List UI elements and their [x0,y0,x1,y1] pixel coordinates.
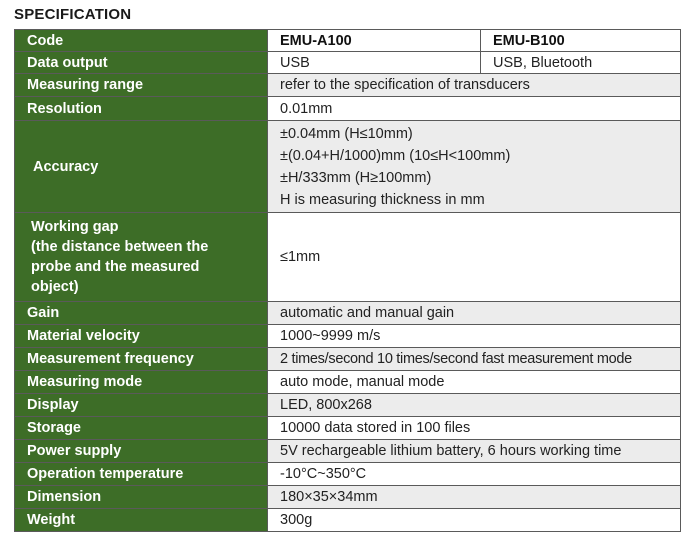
row-label: Dimension [15,486,268,509]
working-gap-label-line: Working gap [31,219,119,235]
data-output-b: USB, Bluetooth [481,52,681,74]
row-value: LED, 800x268 [268,394,681,417]
row-label: Weight [15,509,268,532]
row-label-working-gap [15,213,268,302]
table-row [15,371,681,394]
table-row [15,348,681,371]
table-row [15,486,681,509]
table-row [15,509,681,532]
row-label-accuracy: Accuracy [15,121,268,213]
row-value: 10000 data stored in 100 files [268,417,681,440]
accuracy-line: ±H/333mm (H≥100mm) [280,169,432,186]
accuracy-values [268,121,681,213]
row-value: 2 times/second 10 times/second fast measurement mode [268,348,681,371]
row-label: Measuring range [15,74,268,97]
table-row [15,417,681,440]
row-label-code: Code [15,30,268,52]
model-a-header: EMU-A100 [268,30,481,52]
row-label: Measurement frequency [15,348,268,371]
working-gap-label-line: probe and the measured [31,259,200,275]
row-label: Measuring mode [15,371,268,394]
table-row-code [15,30,681,52]
row-value: 5V rechargeable lithium battery, 6 hours working time [268,440,681,463]
row-value: auto mode, manual mode [268,371,681,394]
working-gap-value: ≤1mm [268,213,681,302]
row-value: refer to the specification of transducers [268,74,681,97]
row-label: Storage [15,417,268,440]
working-gap-label-line: (the distance between the [31,239,209,255]
row-label: Operation temperature [15,463,268,486]
data-output-a: USB [268,52,481,74]
page-title: SPECIFICATION [14,6,132,23]
table-row [15,394,681,417]
row-label-data-output: Data output [15,52,268,74]
table-row [15,463,681,486]
specification-table [14,29,681,532]
accuracy-line: ±0.04mm (H≤10mm) [280,125,413,142]
row-label: Gain [15,302,268,325]
row-value: 180×35×34mm [268,486,681,509]
row-value: 1000~9999 m/s [268,325,681,348]
row-label: Material velocity [15,325,268,348]
row-value: -10°C~350°C [268,463,681,486]
working-gap-label-line: object) [31,279,79,295]
table-row [15,74,681,97]
table-row-accuracy [15,121,681,213]
row-value: automatic and manual gain [268,302,681,325]
accuracy-line: H is measuring thickness in mm [280,191,485,208]
accuracy-line: ±(0.04+H/1000)mm (10≤H<100mm) [280,147,511,164]
table-row [15,440,681,463]
table-row [15,325,681,348]
row-label: Power supply [15,440,268,463]
row-value: 0.01mm [268,97,681,121]
table-row-working-gap [15,213,681,302]
table-row [15,302,681,325]
model-b-header: EMU-B100 [481,30,681,52]
row-value: 300g [268,509,681,532]
table-row-data-output [15,52,681,74]
table-row [15,97,681,121]
row-label: Display [15,394,268,417]
row-label: Resolution [15,97,268,121]
